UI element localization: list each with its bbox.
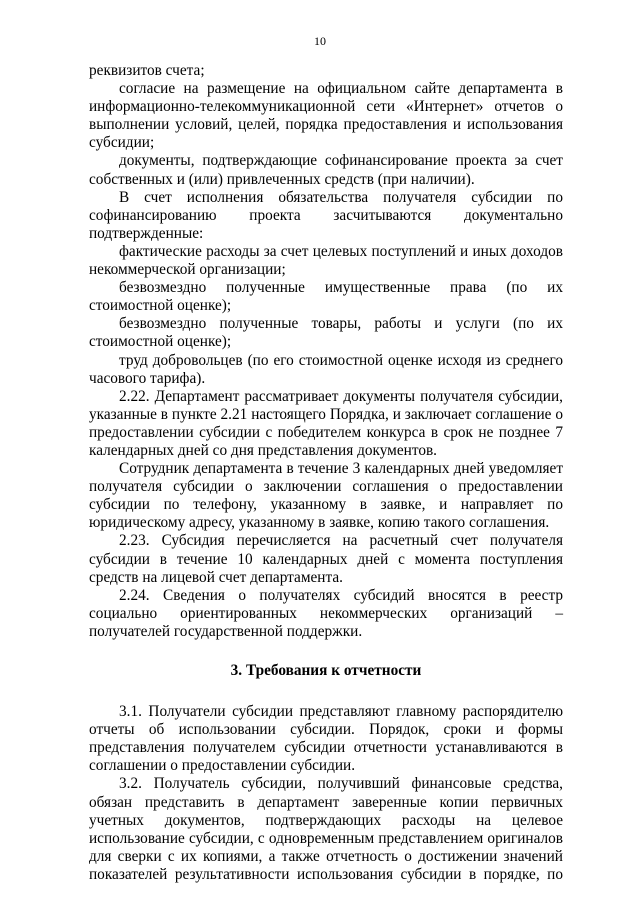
paragraph: 3.2. Получатель субсидии, получивший финансовые средства, обязан представить в департамент заверенные копии первичных учетных документов, подтверждающих расходы на целевое использование субсидии, с одновременным представлением оригиналов для сверки с их копиями, а также отчетность о достижении значений показателей результативности использования субсидии в порядке, по [89,775,563,883]
paragraph: труд добровольцев (по его стоимостной оценке исходя из среднего часового тарифа). [89,351,563,387]
paragraph: безвозмездно полученные товары, работы и услуги (по их стоимостной оценке); [89,315,563,351]
paragraph: безвозмездно полученные имущественные права (по их стоимостной оценке); [89,279,563,315]
paragraph: 2.24. Сведения о получателях субсидий вносятся в реестр социально ориентированных некоммерческих организаций – получателей государственной поддержки. [89,586,563,640]
paragraph: Сотрудник департамента в течение 3 календарных дней уведомляет получателя субсидии о заключении соглашения о предоставлении субсидии по телефону, указанному в заявке, и направляет по юридическому адресу, указанному в заявке, копию такого соглашения. [89,460,563,532]
paragraph: фактические расходы за счет целевых поступлений и иных доходов некоммерческой организации; [89,242,563,279]
paragraph: 2.22. Департамент рассматривает документы получателя субсидии, указанные в пункте 2.21 настоящего Порядка, и заключает соглашение о предоставлении субсидии с победителем конкурса в срок не позднее 7 календарных дней со дня представления документов. [89,387,563,459]
page-number: 10 [314,34,326,48]
document-body [89,62,563,884]
paragraph: реквизитов счета; [89,62,205,79]
paragraph: документы, подтверждающие софинансирование проекта за счет собственных и (или) привлеченных средств (при наличии). [89,152,563,188]
section-heading: 3. Требования к отчетности [230,662,422,679]
paragraph: В счет исполнения обязательства получателя субсидии по софинансированию проекта засчитываются документально подтвержденные: [89,188,563,242]
paragraph: 2.23. Субсидия перечисляется на расчетный счет получателя субсидии в течение 10 календарных дней с момента поступления средств на лицевой счет департамента. [89,532,563,586]
paragraph: согласие на размещение на официальном сайте департамента в информационно-телекоммуникационной сети «Интернет» отчетов о выполнении условий, целей, порядка предоставления и использования субсидии; [89,80,563,152]
paragraph: 3.1. Получатели субсидии представляют главному распорядителю отчеты об использовании субсидии. Порядок, сроки и формы представления получателем субсидии отчетности устанавливаются в соглашении о предоставлении субсидии. [89,703,563,775]
